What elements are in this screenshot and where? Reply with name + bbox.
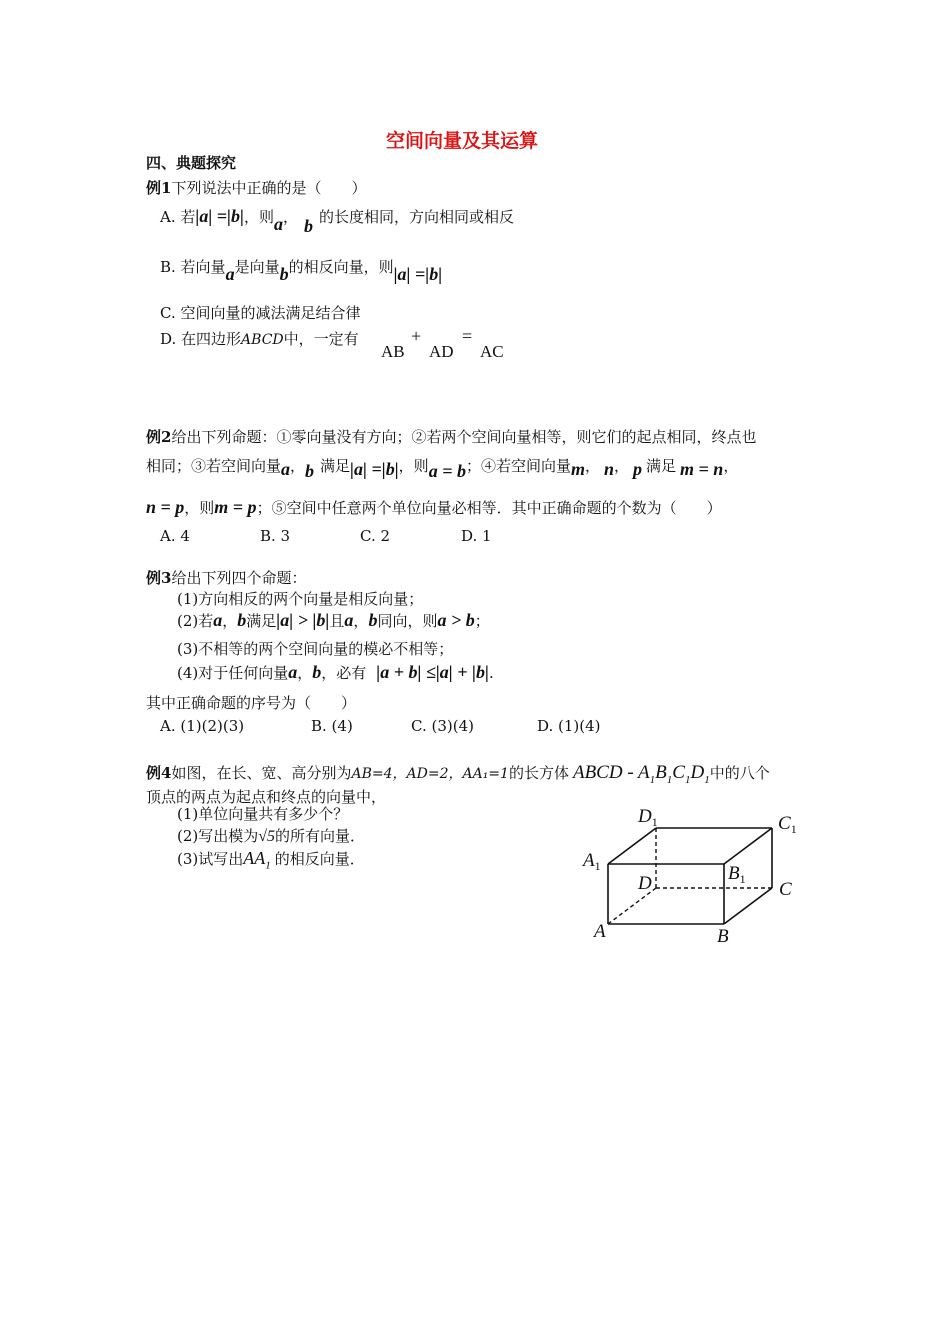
example-label: 例	[146, 179, 162, 197]
example-label: 例	[146, 764, 162, 782]
example-number: 4	[161, 764, 172, 782]
option-text: D. 在四边形	[160, 330, 242, 348]
option-text: A. 若	[160, 208, 196, 226]
example-text: (3)试写出	[177, 850, 244, 868]
plus-sign: +	[411, 326, 422, 346]
edge-cb	[724, 888, 772, 924]
example-1-option-a: A. 若|a| =|b|，则a， b 的长度相同，方向相同或相反	[160, 206, 515, 236]
example-number: 2	[161, 428, 172, 446]
example-2-line-2: 相同；③若空间向量a，b 满足|a| =|b|，则a = b；④若空间向量m， n， p 满足 m = n，	[146, 457, 739, 481]
example-3-option-a: A. (1)(2)(3)	[160, 717, 245, 735]
example-text: 下列说法中正确的是（ ）	[171, 179, 367, 197]
example-2-option-c: C. 2	[360, 527, 391, 545]
example-2-option-d: D. 1	[461, 527, 492, 545]
math-expression: b	[312, 662, 322, 682]
example-text: 给出下列四个命题：	[171, 569, 307, 587]
example-text: (2)写出模为	[177, 827, 259, 845]
example-1-stem	[146, 177, 366, 198]
math-expression: a	[344, 610, 354, 630]
page-title: 空间向量及其运算	[386, 130, 539, 152]
example-text: ；⑤空间中任意两个单位向量必相等．其中正确命题的个数为（ ）	[256, 499, 722, 517]
example-3-question: 其中正确命题的序号为（ ）	[146, 694, 357, 712]
example-3-option-b: B. (4)	[311, 717, 353, 735]
math-expression: |a| > |b|	[276, 610, 330, 630]
math-expression: n = p	[146, 497, 185, 517]
option-text: 的相反向量，则	[288, 258, 394, 276]
math-expression: m = n	[680, 459, 724, 479]
example-text: 满足	[320, 457, 351, 475]
example-2-line-1	[146, 426, 756, 447]
option-text: B. 若向量	[160, 258, 226, 276]
label-d1: $D_1$	[638, 806, 658, 829]
section-heading: 四、典题探究	[146, 154, 237, 172]
example-text: 中的八个	[709, 764, 770, 782]
label-b1: $B_1$	[728, 863, 746, 886]
option-text: ，则	[244, 208, 275, 226]
math-expression: |a| =|b|	[195, 206, 244, 226]
example-2-option-b: B. 3	[260, 527, 291, 545]
example-text: (2)若	[177, 612, 214, 630]
example-2-line-3	[146, 497, 722, 518]
math-expression: a	[213, 610, 223, 630]
math-expression: a = b	[428, 461, 466, 481]
example-text: ，则	[184, 499, 215, 517]
option-text: 是向量	[234, 258, 280, 276]
math-expression: a	[288, 662, 298, 682]
example-text: 的所有向量．	[275, 827, 366, 845]
example-4-line-1	[146, 762, 770, 786]
math-expression: b	[279, 264, 289, 284]
example-3-prop-4: (4)对于任何向量a，b，必有 |a + b| ≤|a| + |b|.	[177, 662, 494, 682]
math-expression: b	[305, 461, 315, 481]
math-expression: a	[281, 459, 291, 479]
example-text: ；④若空间向量	[465, 457, 571, 475]
math-expression: b	[304, 216, 314, 236]
equal-sign: =	[462, 326, 473, 346]
math-expression: b	[368, 610, 378, 630]
label-a1: $A_1$	[583, 850, 601, 873]
math-expression: a	[225, 264, 235, 284]
vector-ac: AC	[480, 342, 504, 361]
example-number: 3	[161, 569, 172, 587]
math-expression: b	[237, 610, 247, 630]
math-expression: p	[633, 459, 643, 479]
option-text: ABCD	[241, 332, 284, 348]
example-3-option-c: C. (3)(4)	[411, 717, 474, 735]
example-1-option-c: C. 空间向量的减法满足结合律	[160, 304, 361, 322]
example-2-option-a: A. 4	[160, 527, 190, 545]
example-4-line-2: 顶点的两点为起点和终点的向量中，	[146, 788, 387, 806]
cuboid-figure	[578, 800, 808, 950]
example-3-prop-1: (1)方向相反的两个向量是相反向量；	[177, 590, 424, 608]
math-expression: |a + b| ≤|a| + |b|	[376, 662, 489, 682]
example-text: 满足	[646, 457, 677, 475]
example-1-option-b	[160, 256, 443, 284]
example-text: 同向，则	[377, 612, 438, 630]
example-4-question-3	[177, 848, 365, 872]
example-3-option-d: D. (1)(4)	[537, 717, 601, 735]
math-expression: ABCD - $A_1B_1C_1D_1$	[572, 762, 710, 786]
example-text: 如图，在长、宽、高分别为	[171, 764, 352, 782]
example-text: ，则	[398, 457, 429, 475]
example-text: 且	[329, 612, 345, 630]
label-b: B	[717, 926, 729, 947]
option-text: 的长度相同，方向相同或相反	[319, 208, 515, 226]
label-c1: $C_1$	[778, 813, 797, 836]
example-label: 例	[146, 428, 162, 446]
example-text: 的相反向量．	[274, 850, 365, 868]
math-expression: |a| =|b|	[393, 264, 443, 284]
example-3-prop-3: (3)不相等的两个空间向量的模必不相等；	[177, 640, 454, 658]
math-expression: m = p	[214, 497, 257, 517]
vector-ad: AD	[429, 342, 454, 361]
label-a: A	[594, 921, 606, 942]
math-expression: a > b	[437, 610, 475, 630]
example-text: 满足	[246, 612, 277, 630]
example-text: AB=4，AD=2，AA₁=1	[351, 766, 509, 782]
math-expression: a	[274, 214, 284, 234]
example-label: 例	[146, 569, 162, 587]
example-text: 给出下列命题：①零向量没有方向；②若两个空间向量相等，则它们的起点相同，终点也	[171, 428, 757, 446]
math-expression: $AA_1$	[243, 848, 271, 872]
example-text: 相同；③若空间向量	[146, 457, 282, 475]
example-4-question-2	[177, 825, 365, 846]
label-c: C	[779, 879, 792, 900]
label-d: D	[638, 873, 652, 894]
example-1-option-d	[160, 328, 359, 349]
example-text: (4)对于任何向量	[177, 664, 289, 682]
math-expression: n	[604, 459, 615, 479]
example-4-question-1: (1)单位向量共有多少个？	[177, 805, 349, 823]
example-3-prop-2: (2)若a，b满足|a| > |b|且a，b同向，则a > b；	[177, 610, 490, 630]
edge-c1b1	[724, 828, 772, 864]
example-number: 1	[161, 179, 172, 197]
math-expression: √5	[258, 828, 276, 845]
edge-a1d1	[608, 828, 656, 864]
math-expression: |a| =|b|	[350, 459, 399, 479]
example-3-stem	[146, 567, 306, 588]
example-text: ，必有	[321, 664, 367, 682]
option-text: 中，一定有	[283, 330, 359, 348]
example-text: 的长方体	[508, 764, 569, 782]
math-expression: m	[570, 459, 585, 479]
vector-ab: AB	[381, 342, 405, 361]
